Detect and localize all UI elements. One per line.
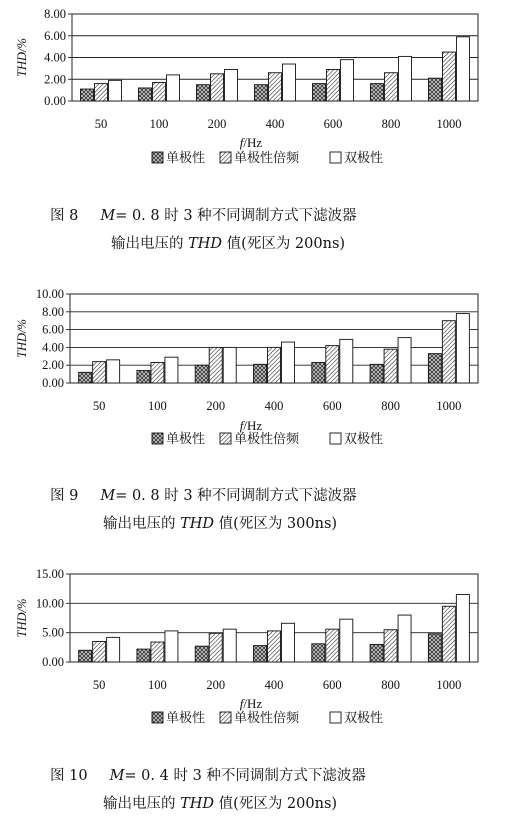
- bar-cross-600: [313, 84, 326, 101]
- bar-plain-400: [283, 64, 296, 101]
- bar-diag-800: [384, 630, 397, 662]
- y-tick-label: 0.00: [42, 376, 64, 390]
- x-tick-label: 200: [206, 399, 226, 413]
- bar-diag-800: [384, 349, 397, 383]
- y-axis-label: THD/%: [15, 598, 29, 638]
- figure-10-chart: [0, 560, 510, 740]
- legend-swatch-plain: [330, 433, 341, 444]
- bar-plain-600: [340, 619, 353, 662]
- x-tick-label: 50: [92, 399, 106, 413]
- x-tick-label: 600: [322, 399, 342, 413]
- bar-diag-50: [93, 641, 106, 662]
- bar-plain-100: [167, 75, 180, 101]
- bar-plain-400: [282, 342, 295, 383]
- x-tick-label: 800: [381, 399, 400, 413]
- legend-swatch-diag: [220, 433, 231, 444]
- bar-diag-50: [93, 362, 106, 383]
- figure-8-caption-line1: = 0. 8 时 3 种不同调制方式下滤波器: [115, 208, 357, 224]
- bar-diag-100: [151, 642, 164, 662]
- legend-label: 单极性倍频: [234, 432, 300, 447]
- figure-9-chart: [0, 280, 510, 460]
- bar-cross-1000: [428, 354, 441, 383]
- bar-cross-400: [254, 364, 267, 383]
- y-tick-label: 0.00: [44, 94, 66, 108]
- x-axis-label: f/Hz: [239, 418, 263, 433]
- bar-cross-200: [195, 365, 208, 383]
- bar-cross-1000: [428, 634, 441, 662]
- bar-diag-200: [209, 633, 222, 662]
- bar-cross-800: [371, 84, 384, 101]
- legend-swatch-cross: [152, 712, 163, 723]
- bar-plain-800: [398, 338, 411, 383]
- y-tick-label: 15.00: [35, 567, 64, 581]
- bar-diag-1000: [443, 52, 456, 101]
- x-tick-label: 400: [265, 117, 285, 131]
- x-tick-label: 400: [264, 678, 284, 692]
- legend-label: 单极性倍频: [234, 711, 300, 726]
- bar-cross-600: [312, 644, 325, 662]
- bar-plain-50: [109, 80, 122, 101]
- bar-diag-600: [326, 629, 339, 662]
- bar-plain-100: [165, 631, 178, 662]
- y-tick-label: 8.00: [44, 7, 66, 21]
- figure-9-caption-line2c: 值(死区为 300ns): [214, 516, 338, 532]
- bar-diag-400: [268, 631, 281, 662]
- y-tick-label: 2.00: [42, 358, 64, 373]
- x-tick-label: 1000: [436, 399, 462, 413]
- y-tick-label: 10.00: [35, 596, 64, 611]
- bar-diag-1000: [442, 321, 455, 383]
- bar-plain-50: [107, 637, 120, 662]
- legend-label: 单极性: [166, 432, 206, 447]
- x-tick-label: 50: [94, 117, 108, 131]
- figure-9-caption-line2a: 输出电压的: [103, 516, 181, 532]
- bar-diag-1000: [442, 606, 455, 662]
- y-tick-label: 0.00: [42, 655, 64, 669]
- legend-label: 单极性: [166, 151, 206, 166]
- legend-swatch-plain: [330, 152, 341, 163]
- bar-plain-600: [340, 339, 353, 383]
- bar-plain-200: [223, 347, 236, 383]
- figure-10-number: 图 10: [50, 768, 88, 784]
- legend-swatch-diag: [220, 152, 231, 163]
- x-tick-label: 200: [207, 117, 227, 131]
- figure-8-caption-line2a: 输出电压的: [111, 236, 189, 252]
- y-tick-label: 2.00: [44, 72, 66, 87]
- bar-plain-1000: [456, 314, 469, 383]
- bar-plain-200: [225, 69, 238, 101]
- figure-10-caption-line1: = 0. 4 时 3 种不同调制方式下滤波器: [124, 768, 366, 784]
- legend-swatch-plain: [330, 712, 341, 723]
- figure-9-caption-m: M: [100, 488, 116, 504]
- bar-cross-400: [254, 646, 267, 662]
- figure-8-chart: [0, 0, 510, 175]
- bar-plain-800: [398, 615, 411, 662]
- x-tick-label: 600: [323, 117, 343, 131]
- bar-cross-50: [79, 650, 92, 662]
- bar-cross-1000: [429, 78, 442, 101]
- bar-cross-600: [312, 363, 325, 383]
- legend-swatch-cross: [152, 152, 163, 163]
- legend-swatch-diag: [220, 712, 231, 723]
- bar-cross-800: [370, 364, 383, 383]
- bar-diag-50: [95, 84, 108, 101]
- figure-8-caption-m: M: [100, 208, 116, 224]
- legend-label: 单极性: [166, 711, 206, 726]
- bar-cross-100: [137, 371, 150, 383]
- bar-cross-200: [195, 646, 208, 662]
- legend-label: 双极性: [344, 432, 384, 447]
- x-tick-label: 100: [148, 678, 167, 692]
- bar-plain-800: [399, 56, 412, 101]
- figure-8: [0, 0, 510, 260]
- bar-plain-400: [282, 623, 295, 662]
- x-tick-label: 50: [92, 678, 106, 692]
- figure-10-caption-line2a: 输出电压的: [103, 796, 181, 812]
- figure-8-caption-thd: THD: [188, 236, 223, 252]
- bar-plain-200: [223, 629, 236, 662]
- y-tick-label: 8.00: [42, 304, 64, 319]
- y-tick-label: 4.00: [42, 340, 64, 355]
- x-tick-label: 200: [206, 678, 226, 692]
- bar-plain-1000: [456, 595, 469, 662]
- y-axis-label: THD/%: [15, 319, 29, 358]
- bar-diag-600: [327, 69, 340, 101]
- bar-diag-800: [385, 73, 398, 101]
- legend-label: 单极性倍频: [234, 151, 300, 166]
- bar-diag-200: [211, 74, 224, 101]
- bar-cross-50: [81, 89, 94, 101]
- x-tick-label: 800: [381, 117, 401, 131]
- bar-cross-50: [79, 372, 92, 383]
- figure-8-caption-line2c: 值(死区为 200ns): [222, 236, 346, 252]
- bar-cross-200: [197, 85, 210, 101]
- bar-plain-1000: [457, 37, 470, 101]
- bar-diag-600: [326, 346, 339, 383]
- bar-plain-600: [341, 60, 354, 101]
- bar-diag-400: [268, 347, 281, 383]
- bar-diag-400: [269, 73, 282, 101]
- x-tick-label: 100: [149, 117, 169, 131]
- x-tick-label: 400: [264, 399, 284, 413]
- x-tick-label: 1000: [436, 678, 462, 692]
- figure-10: [0, 560, 510, 820]
- x-axis-label: f/Hz: [239, 696, 263, 711]
- y-tick-label: 10.00: [35, 287, 64, 301]
- figure-8-number: 图 8: [50, 208, 79, 224]
- figure-10-caption-m: M: [109, 768, 125, 784]
- figure-9-caption-line1: = 0. 8 时 3 种不同调制方式下滤波器: [115, 488, 357, 504]
- bar-cross-100: [139, 88, 152, 101]
- legend-label: 双极性: [344, 151, 384, 166]
- bar-diag-100: [151, 363, 164, 383]
- legend-swatch-cross: [152, 433, 163, 444]
- figure-9-number: 图 9: [50, 488, 79, 504]
- y-axis-label: THD/%: [15, 38, 29, 77]
- y-tick-label: 6.00: [44, 28, 66, 43]
- bar-cross-800: [370, 644, 383, 662]
- x-tick-label: 1000: [436, 117, 462, 131]
- y-tick-label: 6.00: [42, 322, 64, 337]
- legend-label: 双极性: [344, 711, 384, 726]
- bar-plain-50: [107, 360, 120, 383]
- y-tick-label: 5.00: [42, 625, 64, 640]
- x-tick-label: 100: [148, 399, 167, 413]
- bar-diag-200: [209, 347, 222, 383]
- bar-cross-400: [255, 85, 268, 101]
- bar-diag-100: [153, 83, 166, 101]
- x-tick-label: 800: [381, 678, 400, 692]
- figure-10-caption-line2c: 值(死区为 200ns): [214, 796, 338, 812]
- figure-9-caption-thd: THD: [180, 516, 215, 532]
- bar-cross-100: [137, 649, 150, 662]
- figure-10-caption-thd: THD: [180, 796, 215, 812]
- x-tick-label: 600: [322, 678, 342, 692]
- y-tick-label: 4.00: [44, 50, 66, 65]
- x-axis-label: f/Hz: [239, 135, 263, 150]
- figure-9: [0, 280, 510, 540]
- bar-plain-100: [165, 357, 178, 383]
